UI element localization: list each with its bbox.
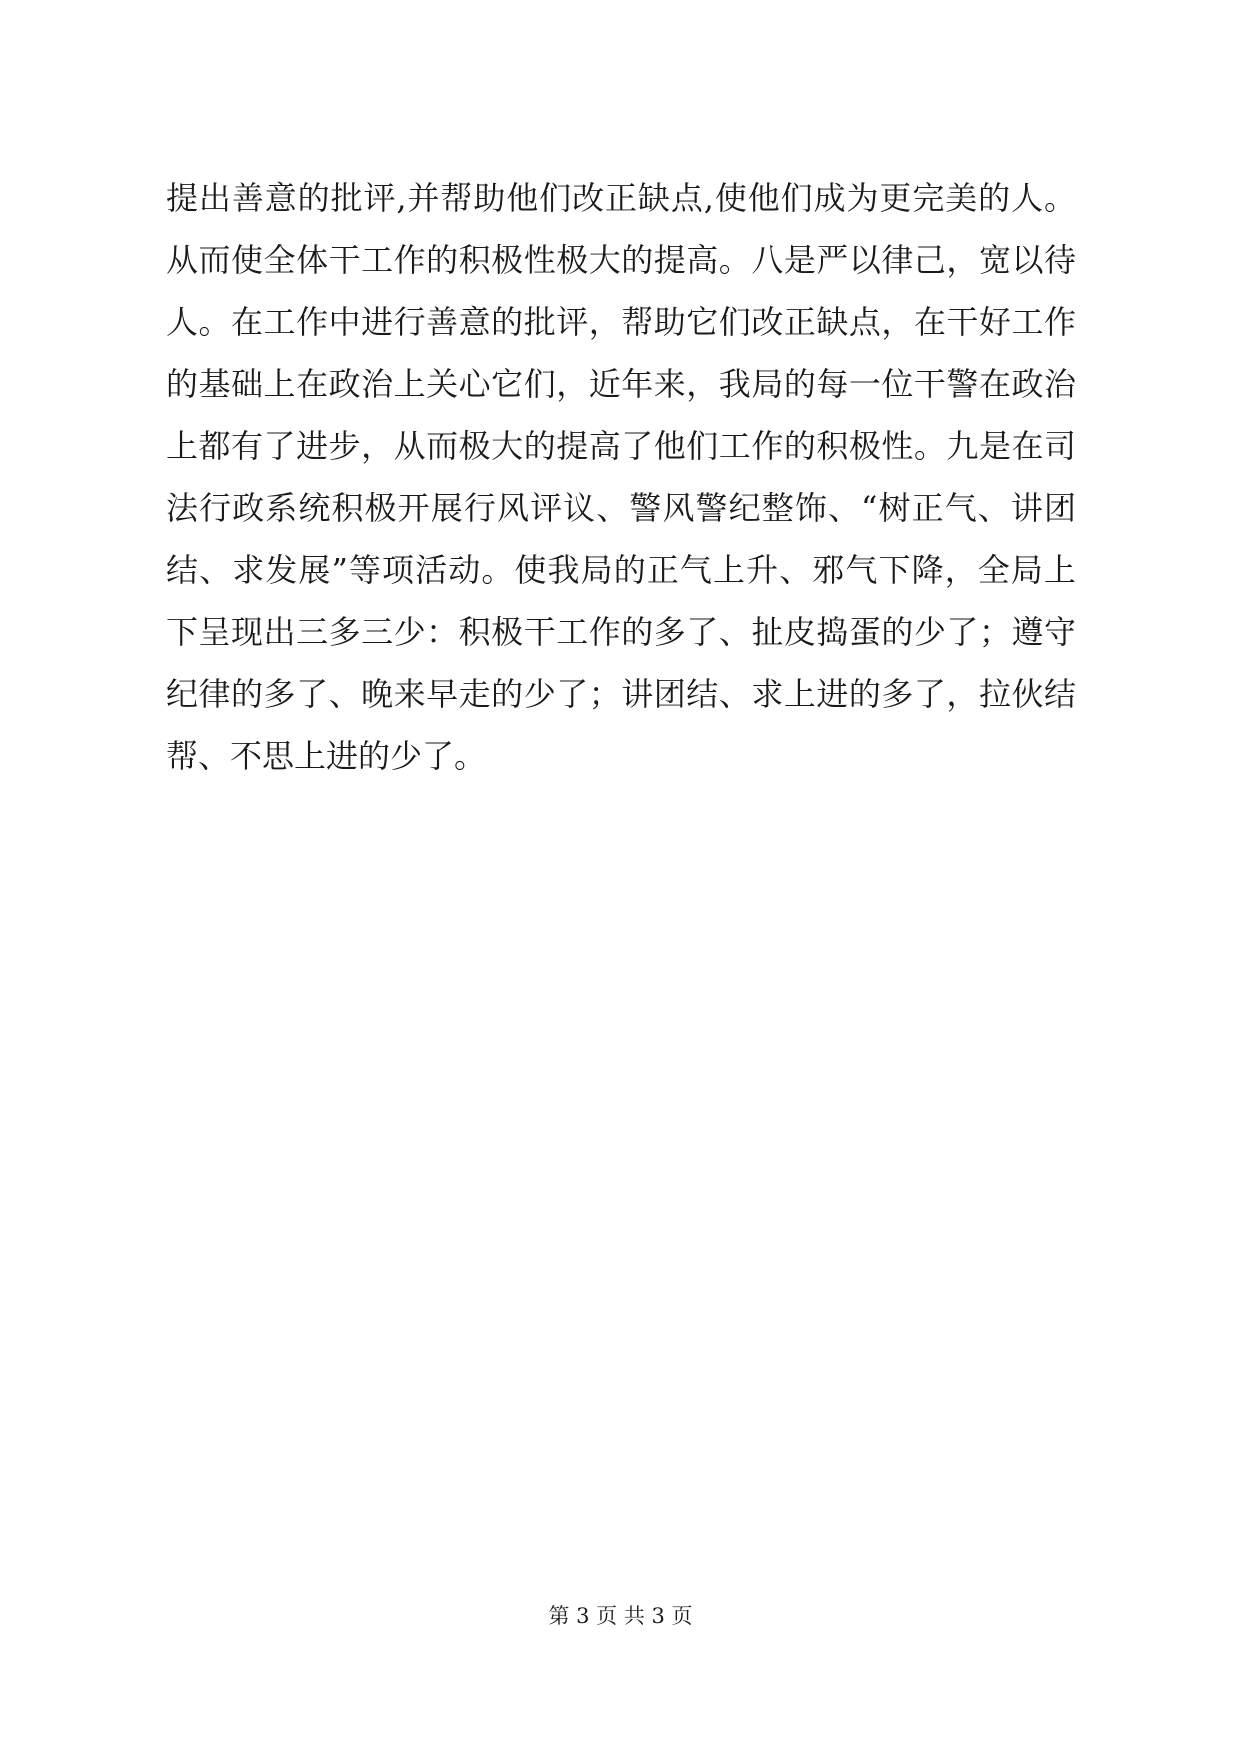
text-line-5: 上都有了进步，从而极大的提高了他们工作的积极性。九是在司 — [166, 427, 1076, 465]
text-line-2: 从而使全体干工作的积极性极大的提高。八是严以律己，宽以待 — [166, 241, 1076, 279]
page-number-footer: 第 3 页 共 3 页 — [548, 1604, 693, 1628]
text-line-1: 提出善意的批评,并帮助他们改正缺点,使他们成为更完美的人。 — [166, 179, 1076, 217]
text-line-8: 下呈现出三多三少：积极干工作的多了、扯皮捣蛋的少了；遵守 — [166, 613, 1076, 651]
text-line-6: 法行政系统积极开展行风评议、警风警纪整饰、“树正气、讲团 — [166, 489, 1076, 527]
text-line-4: 的基础上在政治上关心它们，近年来，我局的每一位干警在政治 — [166, 365, 1076, 403]
text-line-7: 结、求发展”等项活动。使我局的正气上升、邪气下降，全局上 — [166, 551, 1076, 589]
text-line-9: 纪律的多了、晚来早走的少了；讲团结、求上进的多了，拉伙结 — [166, 675, 1076, 713]
text-line-10: 帮、不思上进的少了。 — [166, 737, 487, 775]
text-line-3: 人。在工作中进行善意的批评，帮助它们改正缺点，在干好工作 — [166, 303, 1076, 341]
